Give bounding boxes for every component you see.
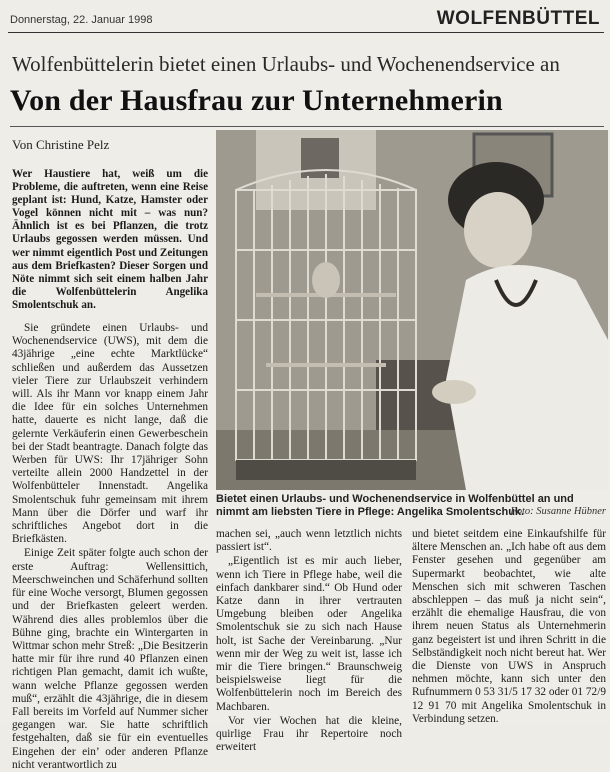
- article-column-3: [412, 528, 606, 724]
- article-paragraph: Vor vier Wochen hat die kleine, quirlige Frau ihr Repertoire noch erweitert: [216, 714, 402, 754]
- article-kicker: Wolfenbüttelerin bietet einen Urlaubs- und Wochenendservice an: [12, 52, 560, 76]
- article-headline: Von der Hausfrau zur Unternehmerin: [10, 84, 503, 117]
- article-paragraph: Einige Zeit später folgte auch schon der erste Auftrag: Wellensittich, Meerschweinchen und Schäferhund sollten für eine Woche versorgt, Blumen gegossen und der Briefkasten geleert werden. Während dies alles problemlos über die Bühne ging, brachte ein Wintergarten in Wittmar schon mehr Streß: „Die Besitzerin hatte mir für ihre rund 40 Pflanzen einen richtigen Plan gemacht, damit ich wußte, wann welche Pflanze gegossen werden muß“, erzählt die 43jährige, die in diesem Fall bereits im Vorfeld auf Nummer sicher gegangen war. Sie hatte schriftlich festgehalten, daß sie für ein eventuelles Eingehen der ein’ oder anderen Pflanze nicht verantwortlich zu: [12, 547, 208, 771]
- masthead: [8, 6, 604, 33]
- article-paragraph: und bietet seitdem eine Einkaufshilfe für ältere Menschen an. „Ich habe oft aus dem Fenster gesehen und gegenüber am Supermarkt beobachtet, wie alte Menschen sich mit schweren Taschen abschleppen – das muß ja nicht sein“, erzählt die ehemalige Hausfrau, die von ihrem neuen Status als Unternehmerin ganz begeistert ist und ihren Schritt in die Selbständigkeit noch nicht bereut hat. Wer die Dienste von UWS in Anspruch nehmen möchte, kann sich unter den Rufnummern 0 53 31/5 17 32 oder 01 72/9 12 91 70 mit Angelika Smolentschuk in Verbindung setzen.: [412, 528, 606, 725]
- photo-caption: Bietet einen Urlaubs- und Wochenendservice in Wolfenbüttel an und nimmt am liebsten Tiere in Pflege: Angelika Smolentschuk.: [216, 493, 574, 518]
- headline-divider: [10, 126, 604, 127]
- article-paragraph: „Eigentlich ist es mir auch lieber, wenn ich Tiere in Pflege habe, weil die einfach dankbarer sind.“ Ob Hund oder Katze dann in ihrer vertrauten Umgebung bleiben oder Angelika Smolentschuk sie zu sich nach Hause holt, ist Sache der Vereinbarung. „Nur wenn mir der Weg zu weit ist, lasse ich mir die Tiere bringen.“ Braunschweig beispielsweise liegt für die Wolfenbüttelerin noch im Bereich des Machbaren.: [216, 555, 402, 713]
- article-paragraph: machen sei, „auch wenn letztlich nichts passiert ist“.: [216, 528, 402, 554]
- article-column-2: [216, 528, 402, 754]
- byline: Von Christine Pelz: [12, 137, 110, 152]
- dateline: Donnerstag, 22. Januar 1998: [10, 14, 153, 26]
- photo-woman-with-birdcage: [216, 130, 608, 490]
- section-title: WOLFENBÜTTEL: [436, 8, 600, 29]
- article-paragraph: Sie gründete einen Urlaubs- und Wochenendservice (UWS), mit dem die 43jährige „eine echte Marktlücke“ schließen und außerdem das Aussetzen vieler Tiere zur Urlaubszeit verhindern will. Als ihr Mann vor knapp einem Jahr die Idee für ein solches Unternehmen hatte, dauerte es nicht lange, daß die gelernte Verkäuferin einen Gewerbeschein bei der Stadt beantragte. Danach folgte das Werben für UWS: Ihr 17jähriger Sohn verteilte allein 2000 Handzettel in der Wolfenbütteler Innenstadt. Angelika Smolentschuk fuhr gemeinsam mit ihrem Mann über die Dörfer und warf ihr schriftliches Angebot dort in die Briefkästen.: [12, 322, 208, 546]
- article-column-1: [12, 168, 208, 771]
- article-lead: Wer Haustiere hat, weiß um die Probleme, die auftreten, wenn eine Reise geplant ist: Hund, Katze, Hamster oder Vogel können nicht mit – was nun? Ähnlich ist es bei Pflanzen, die trotz Urlaubs gegossen werden müssen. Und wer nimmt eigentlich Post und Zeitungen aus dem Briefkasten? Dieser Sorgen und Nöte nimmt sich seit einem halben Jahr die Wolfenbüttelerin Angelika Smolentschuk an.: [12, 168, 208, 311]
- photo-credit: Foto: Susanne Hübner: [510, 506, 606, 517]
